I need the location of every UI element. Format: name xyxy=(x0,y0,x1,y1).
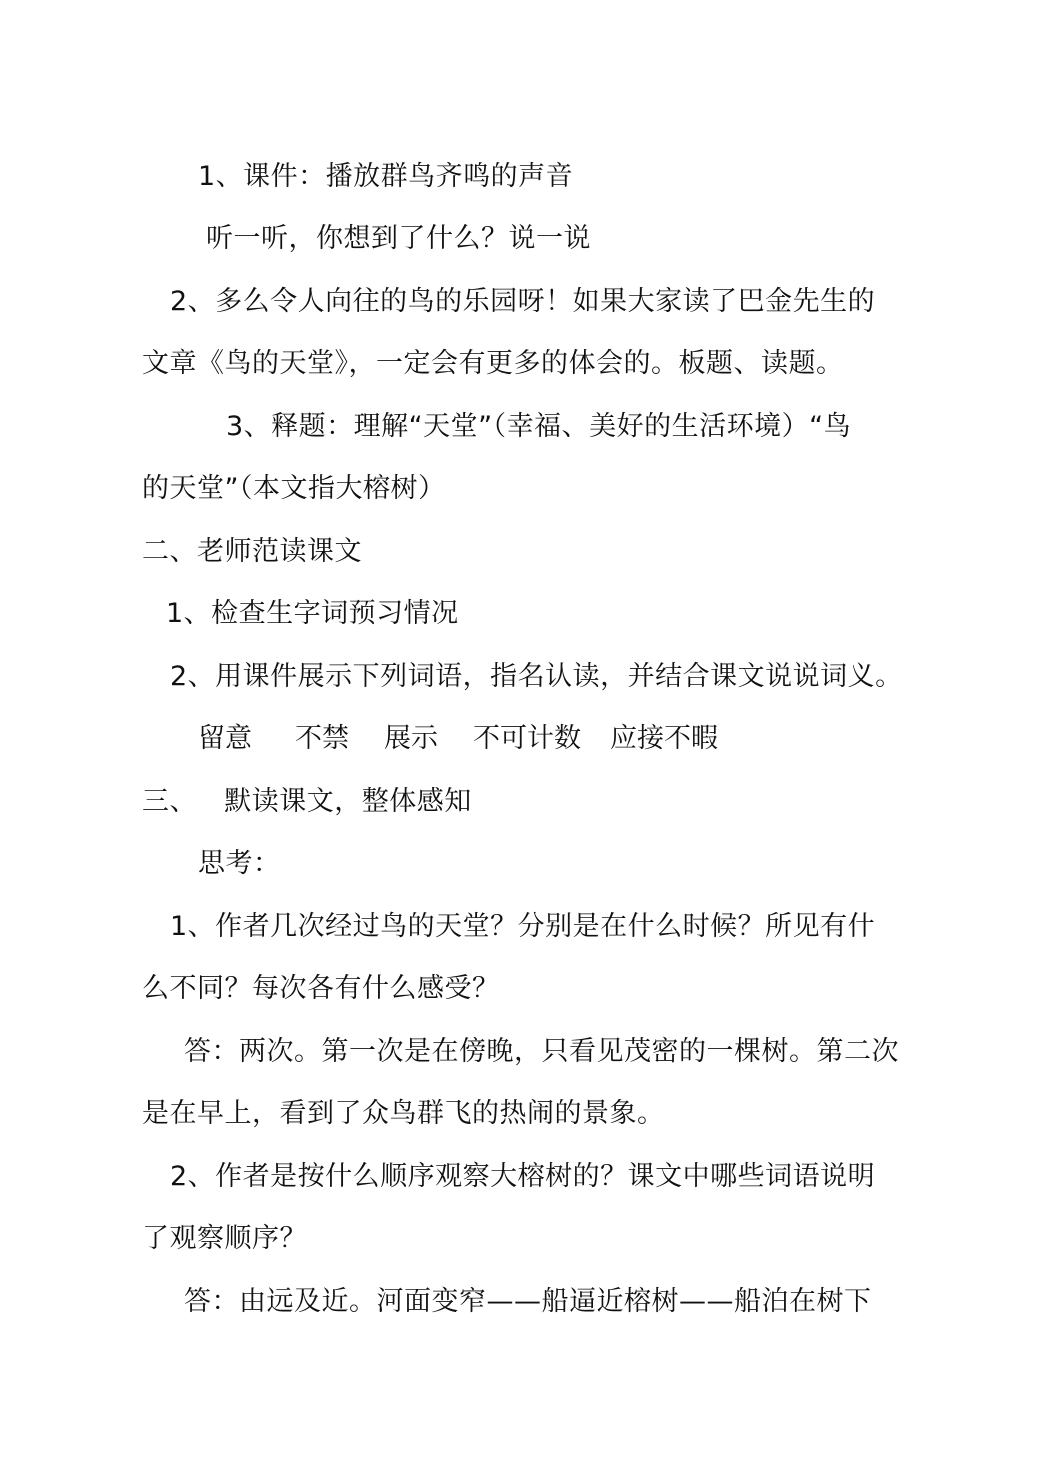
paragraph-line: 的天堂”（本文指大榕树） xyxy=(142,473,446,504)
paragraph-line: 答：由远及近。河面变窄——船逼近榕树——船泊在树下 xyxy=(184,1286,872,1317)
paragraph-line: 2、多么令人向往的鸟的乐园呀！如果大家读了巴金先生的 xyxy=(170,286,876,317)
paragraph-line: 2、用课件展示下列词语，指名认读，并结合课文说说词义。 xyxy=(170,661,903,692)
section-heading: 二、老师范读课文 xyxy=(142,536,362,567)
paragraph-line: 么不同？每次各有什么感受？ xyxy=(142,973,500,1004)
paragraph-line: 2、作者是按什么顺序观察大榕树的？课文中哪些词语说明 xyxy=(170,1161,876,1192)
vocab-word: 不禁 xyxy=(295,723,349,754)
paragraph-line: 3、释题：理解“天堂”（幸福、美好的生活环境）“鸟 xyxy=(226,411,852,442)
paragraph-line: 思考： xyxy=(198,848,281,879)
vocab-word: 不可计数 xyxy=(473,723,581,754)
vocab-word: 留意 xyxy=(198,723,252,754)
vocab-word: 应接不暇 xyxy=(610,723,718,754)
paragraph-line: 1、作者几次经过鸟的天堂？分别是在什么时候？所见有什 xyxy=(170,911,876,942)
paragraph-line: 了观察顺序？ xyxy=(142,1223,307,1254)
paragraph-line: 答：两次。第一次是在傍晚，只看见茂密的一棵树。第二次 xyxy=(184,1036,899,1067)
vocab-word: 展示 xyxy=(384,723,438,754)
paragraph-line: 文章《鸟的天堂》，一定会有更多的体会的。板题、读题。 xyxy=(142,348,844,379)
paragraph-line: 是在早上，看到了众鸟群飞的热闹的景象。 xyxy=(142,1098,665,1129)
paragraph-line: 听一听，你想到了什么？说一说 xyxy=(206,223,591,254)
paragraph-line: 1、课件：播放群鸟齐鸣的声音 xyxy=(198,161,574,192)
paragraph-line: 1、检查生字词预习情况 xyxy=(166,598,459,629)
section-heading: 三、 默读课文，整体感知 xyxy=(142,786,472,817)
